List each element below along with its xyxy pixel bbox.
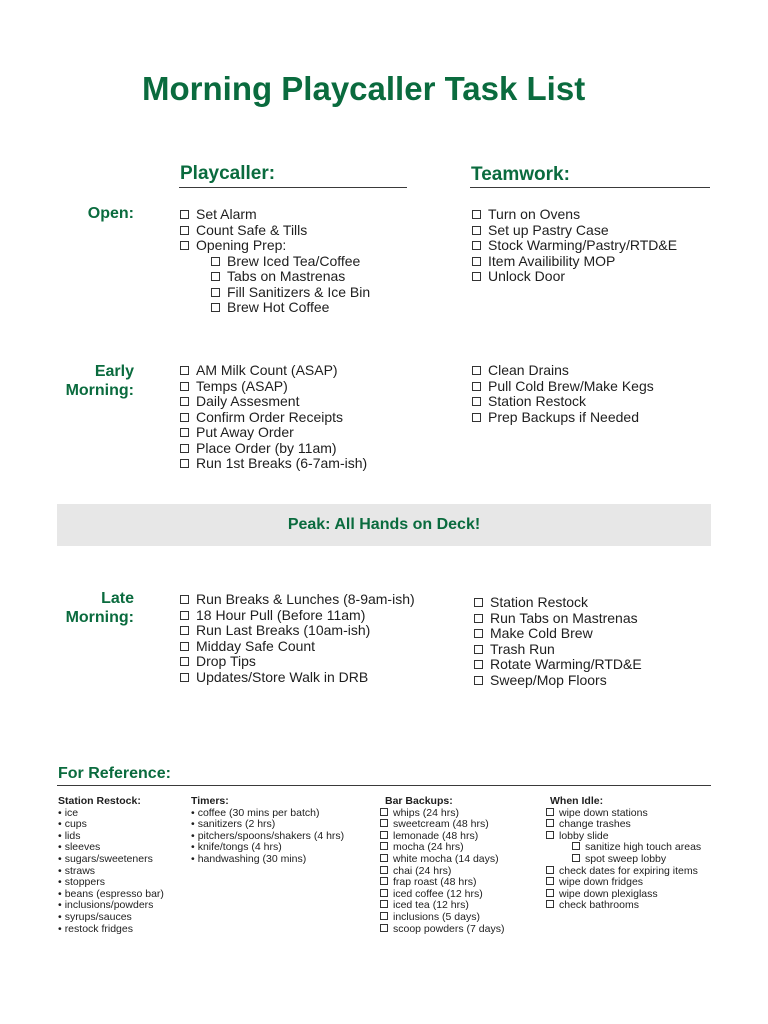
checklist-item-label: Station Restock [490, 594, 589, 610]
checklist-item [472, 379, 654, 395]
bullet-icon: • [191, 806, 195, 819]
checklist-item-label: Pull Cold Brew/Make Kegs [488, 377, 654, 394]
reference-item-label: change trashes [559, 818, 631, 831]
checklist-item [472, 223, 677, 239]
checklist-item-label: Rotate Warming/RTD&E [490, 656, 642, 672]
checkbox[interactable] [474, 660, 483, 669]
reference-item-label: straws [64, 864, 96, 877]
reference-item-label: sanitize high touch areas [585, 841, 702, 854]
checklist-item [472, 363, 654, 379]
checklist-item [180, 456, 367, 472]
reference-item-label: spot sweep lobby [585, 852, 667, 865]
bullet-icon: • [58, 818, 62, 831]
reference-item-label: inclusions/powders [64, 899, 154, 912]
reference-item [380, 924, 504, 936]
checkbox[interactable] [472, 366, 481, 375]
checkbox[interactable] [180, 366, 189, 375]
checkbox[interactable] [211, 257, 220, 266]
reference-item-label: sweetcream (48 hrs) [393, 818, 489, 831]
checklist-item-label: Turn on Ovens [488, 206, 581, 222]
reference-item-label: sugars/sweeteners [64, 852, 153, 865]
reference-item-label: handwashing (30 mins) [197, 852, 307, 865]
checklist-item-label: Brew Hot Coffee [227, 299, 330, 315]
checkbox[interactable] [572, 854, 580, 862]
checkbox[interactable] [180, 673, 189, 682]
checkbox[interactable] [180, 428, 189, 437]
section-label-open: Open: [87, 205, 134, 222]
late-label-line2: Morning: [65, 609, 134, 626]
checklist-item [180, 285, 370, 301]
checklist-item-label: Run Last Breaks (10am-ish) [196, 622, 371, 638]
reference-rule [57, 785, 711, 786]
peak-banner [57, 504, 711, 546]
checklist-item [180, 670, 415, 686]
checklist-item [180, 608, 415, 624]
reference-item-label: check dates for expiring items [559, 864, 698, 877]
checkbox[interactable] [472, 413, 481, 422]
checkbox[interactable] [472, 272, 481, 281]
reference-item-label: stoppers [64, 876, 105, 889]
peak-banner-text: Peak: All Hands on Deck! [287, 516, 481, 533]
checklist-item-label: Unlock Door [488, 268, 566, 284]
reference-item-label: lids [64, 829, 81, 842]
open-playcaller-list [180, 207, 370, 316]
reference-heading: For Reference: [58, 765, 171, 782]
checklist-item-label: Opening Prep: [196, 237, 287, 253]
checkbox[interactable] [472, 226, 481, 235]
checklist-item-label: Tabs on Mastrenas [227, 268, 346, 284]
checklist-item [180, 238, 370, 254]
checklist-item [180, 410, 367, 426]
ref-when-idle [546, 796, 701, 912]
ref-when-idle-title: When Idle: [550, 795, 604, 807]
reference-item-label: whips (24 hrs) [393, 806, 459, 819]
reference-item-label: iced coffee (12 hrs) [393, 887, 483, 900]
reference-item-label: wipe down plexiglass [559, 887, 658, 900]
checklist-item-label: Fill Sanitizers & Ice Bin [227, 283, 371, 300]
bullet-icon: • [58, 910, 62, 923]
bullet-icon: • [191, 818, 195, 831]
checkbox[interactable] [180, 397, 189, 406]
checkbox[interactable] [180, 595, 189, 604]
reference-item-label: knife/tongs (4 hrs) [197, 841, 282, 854]
checkbox[interactable] [180, 626, 189, 635]
checkbox[interactable] [380, 912, 388, 920]
early-teamwork-list [472, 363, 654, 425]
reference-item-label: iced tea (12 hrs) [393, 899, 469, 912]
checklist-item [472, 238, 677, 254]
checkbox[interactable] [380, 889, 388, 897]
ref-bar-backups-title: Bar Backups: [385, 795, 453, 807]
checklist-item-label: Updates/Store Walk in DRB [196, 668, 369, 685]
checklist-item-label: Daily Assesment [196, 393, 300, 409]
late-playcaller-list [180, 592, 415, 685]
checklist-item-label: Put Away Order [196, 424, 294, 440]
ref-bar-backups [380, 796, 504, 935]
checklist-item [180, 441, 367, 457]
bullet-icon: • [58, 852, 62, 865]
ref-timers [191, 796, 344, 866]
teamwork-heading: Teamwork: [471, 164, 570, 185]
checkbox[interactable] [180, 459, 189, 468]
bullet-icon: • [58, 887, 62, 900]
reference-item-label: wipe down fridges [559, 876, 644, 889]
reference-item-label: check bathrooms [559, 899, 639, 912]
reference-item-label: chai (24 hrs) [393, 864, 452, 877]
checklist-item-label: Trash Run [490, 640, 555, 657]
early-label-line2: Morning: [65, 382, 134, 399]
checkbox[interactable] [380, 866, 388, 874]
reference-item-label: ice [64, 806, 79, 819]
checklist-item-label: Brew Iced Tea/Coffee [227, 252, 361, 269]
checkbox[interactable] [472, 210, 481, 219]
section-label-early-morning [66, 362, 134, 400]
checkbox[interactable] [546, 819, 554, 827]
checkbox[interactable] [380, 842, 388, 850]
checklist-item [474, 657, 642, 673]
checkbox[interactable] [474, 629, 483, 638]
checklist-item-label: Make Cold Brew [490, 625, 593, 641]
checklist-item-label: Set Alarm [196, 206, 257, 222]
checklist-item-label: 18 Hour Pull (Before 11am) [196, 606, 366, 623]
teamwork-rule [470, 187, 710, 188]
reference-item [546, 900, 701, 912]
checkbox[interactable] [211, 272, 220, 281]
page-title: Morning Playcaller Task List [142, 70, 586, 107]
checklist-item [474, 673, 642, 689]
checklist-item-label: Item Availibility MOP [488, 252, 616, 269]
reference-item-label: scoop powders (7 days) [393, 922, 505, 935]
checklist-item [472, 254, 677, 270]
ref-timers-title: Timers: [191, 795, 229, 807]
bullet-icon: • [58, 876, 62, 889]
checkbox[interactable] [180, 382, 189, 391]
checkbox[interactable] [180, 226, 189, 235]
checklist-item [180, 394, 367, 410]
checklist-item [180, 639, 415, 655]
checklist-item-label: Count Safe & Tills [196, 221, 308, 238]
open-teamwork-list [472, 207, 677, 285]
checklist-item-label: Sweep/Mop Floors [490, 671, 607, 688]
reference-item-label: sleeves [64, 841, 101, 854]
checkbox[interactable] [180, 413, 189, 422]
checkbox[interactable] [546, 808, 554, 816]
checklist-item [180, 425, 367, 441]
checkbox[interactable] [380, 924, 388, 932]
reference-item-label: pitchers/spoons/shakers (4 hrs) [197, 829, 345, 842]
checklist-item [472, 269, 677, 285]
checklist-item-label: Place Order (by 11am) [196, 439, 337, 456]
checklist-item-label: Temps (ASAP) [196, 377, 288, 394]
checkbox[interactable] [180, 642, 189, 651]
checkbox[interactable] [180, 241, 189, 250]
checklist-item [180, 592, 415, 608]
checkbox[interactable] [546, 889, 554, 897]
checklist-item [180, 223, 370, 239]
checkbox[interactable] [472, 382, 481, 391]
checklist-item-label: Confirm Order Receipts [196, 408, 344, 425]
ref-when-idle-list [546, 808, 701, 912]
early-playcaller-list [180, 363, 367, 472]
bullet-icon: • [191, 852, 195, 865]
reference-item-label: beans (espresso bar) [64, 887, 164, 900]
bullet-icon: • [58, 841, 62, 854]
checklist-item [472, 410, 654, 426]
ref-timers-list [191, 808, 344, 866]
reference-item [191, 854, 344, 866]
checkbox[interactable] [380, 877, 388, 885]
checklist-item [180, 379, 367, 395]
checklist-item-label: Run Tabs on Mastrenas [490, 609, 638, 626]
checkbox[interactable] [180, 444, 189, 453]
checkbox[interactable] [474, 645, 483, 654]
reference-item-label: lobby slide [559, 829, 609, 842]
reference-item-label: frap roast (48 hrs) [393, 876, 477, 889]
reference-item-label: coffee (30 mins per batch) [197, 806, 320, 819]
ref-bar-backups-list [380, 808, 504, 936]
checklist-item-label: AM Milk Count (ASAP) [196, 362, 338, 378]
checkbox[interactable] [380, 831, 388, 839]
checklist-item [180, 363, 367, 379]
reference-item-label: inclusions (5 days) [393, 910, 480, 923]
checklist-item-label: Run Breaks & Lunches (8-9am-ish) [196, 591, 415, 607]
reference-item-label: lemonade (48 hrs) [393, 829, 479, 842]
early-label-line1: Early [94, 363, 134, 380]
checkbox[interactable] [180, 657, 189, 666]
checklist-item [180, 207, 370, 223]
checkbox[interactable] [211, 303, 220, 312]
checkbox[interactable] [380, 900, 388, 908]
late-label-line1: Late [101, 590, 134, 607]
checkbox[interactable] [380, 854, 388, 862]
checkbox[interactable] [474, 614, 483, 623]
checklist-item-label: Stock Warming/Pastry/RTD&E [488, 237, 678, 253]
checkbox[interactable] [474, 598, 483, 607]
section-label-late-morning [66, 589, 134, 627]
checkbox[interactable] [180, 210, 189, 219]
checklist-item [180, 269, 370, 285]
reference-item-label: wipe down stations [559, 806, 648, 819]
checklist-item [472, 394, 654, 410]
reference-item-label: syrups/sauces [64, 910, 132, 923]
checklist-item-label: Midday Safe Count [196, 637, 316, 654]
reference-item [58, 924, 164, 936]
checklist-item-label: Run 1st Breaks (6-7am-ish) [196, 455, 368, 471]
checklist-item [472, 207, 677, 223]
reference-item-label: white mocha (14 days) [393, 852, 499, 865]
checklist-item-label: Set up Pastry Case [488, 221, 609, 238]
late-teamwork-list [474, 595, 642, 688]
checklist-item-label: Station Restock [488, 393, 587, 409]
checklist-item-label: Prep Backups if Needed [488, 408, 639, 425]
checklist-item [180, 654, 415, 670]
bullet-icon: • [191, 841, 195, 854]
checklist-item [474, 642, 642, 658]
checkbox[interactable] [546, 831, 554, 839]
checkbox[interactable] [546, 877, 554, 885]
checkbox[interactable] [380, 819, 388, 827]
bullet-icon: • [58, 864, 62, 877]
checkbox[interactable] [546, 900, 554, 908]
ref-station-restock-title: Station Restock: [58, 795, 141, 807]
checklist-item [474, 595, 642, 611]
bullet-icon: • [58, 829, 62, 842]
playcaller-rule [179, 187, 407, 188]
ref-station-restock [58, 796, 164, 935]
reference-item-label: mocha (24 hrs) [393, 841, 464, 854]
reference-item-label: restock fridges [64, 922, 133, 935]
checklist-item [180, 623, 415, 639]
checklist-item [474, 626, 642, 642]
playcaller-heading: Playcaller: [180, 163, 276, 184]
ref-station-restock-list [58, 808, 164, 936]
checkbox[interactable] [474, 676, 483, 685]
bullet-icon: • [58, 922, 62, 935]
checkbox[interactable] [546, 866, 554, 874]
checklist-item-label: Clean Drains [488, 362, 569, 378]
checkbox[interactable] [472, 257, 481, 266]
checklist-item-label: Drop Tips [196, 653, 256, 669]
bullet-icon: • [58, 899, 62, 912]
bullet-icon: • [191, 829, 195, 842]
reference-item-label: sanitizers (2 hrs) [197, 818, 276, 831]
checkbox[interactable] [211, 288, 220, 297]
reference-item-label: cups [64, 818, 87, 831]
checklist-item [474, 611, 642, 627]
checkbox[interactable] [572, 842, 580, 850]
checklist-item [180, 254, 370, 270]
checkbox[interactable] [180, 611, 189, 620]
checklist-item [180, 300, 370, 316]
bullet-icon: • [58, 806, 62, 819]
checkbox[interactable] [380, 808, 388, 816]
checkbox[interactable] [472, 241, 481, 250]
checkbox[interactable] [472, 397, 481, 406]
